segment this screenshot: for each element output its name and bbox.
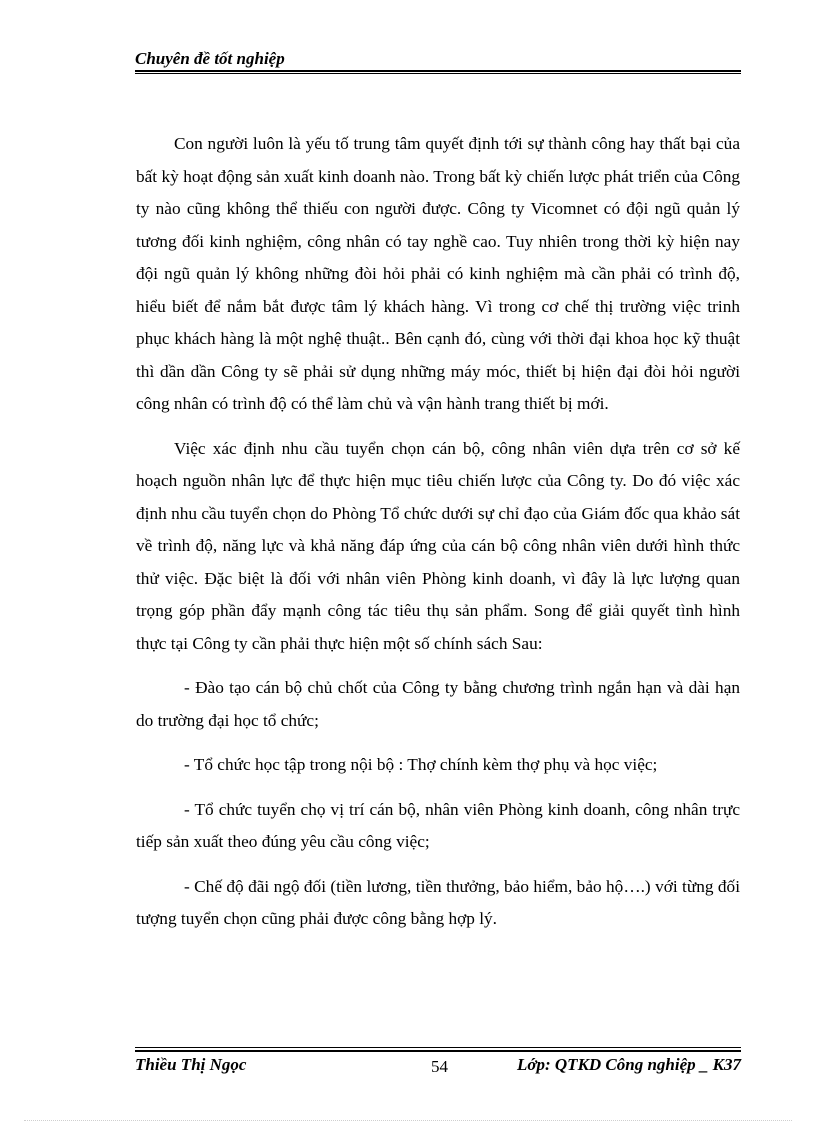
page-footer	[135, 1047, 741, 1077]
paragraph-human-resources: Con người luôn là yếu tố trung tâm quyết định tới sự thành công hay thất bại của bất kỳ hoạt động sản xuất kinh doanh nào. Trong bất kỳ chiến lược phát triển của Công ty nào cũng không thể thiếu con người được. Công ty Vicomnet có đội ngũ quản lý tương đối kinh nghiệm, công nhân có tay nghề cao. Tuy nhiên trong thời kỳ hiện nay đội ngũ quản lý không những đòi hỏi phải có kinh nghiệm mà cần phải có trình độ, hiểu biết để nắm bắt được tâm lý khách hàng. Vì trong cơ chế thị trường việc trinh phục khách hàng là một nghệ thuật.. Bên cạnh đó, cùng với thời đại khoa học kỹ thuật thì dần dần Công ty sẽ phải sử dụng những máy móc, thiết bị hiện đại đòi hỏi người công nhân có trình độ có thể làm chủ và vận hành trang thiết bị mới.	[136, 134, 740, 413]
page-header	[135, 48, 741, 74]
header-rule	[135, 70, 741, 72]
page-bottom-divider	[24, 1120, 792, 1121]
body-content	[136, 128, 740, 948]
header-rule-secondary	[135, 73, 741, 74]
bullet-internal-learning: - Tổ chức học tập trong nội bộ : Thợ chính kèm thợ phụ và học việc;	[184, 755, 658, 774]
footer-author: Thiều Thị Ngọc	[135, 1055, 247, 1074]
page-number: 54	[431, 1057, 448, 1076]
bullet-recruitment: - Tổ chức tuyển chọ vị trí cán bộ, nhân viên Phòng kinh doanh, công nhân trực tiếp sản xuất theo đúng yêu cầu công việc;	[136, 799, 740, 851]
footer-rule-secondary	[135, 1050, 741, 1052]
header-title: Chuyên đề tốt nghiệp	[135, 49, 285, 68]
bullet-training: - Đào tạo cán bộ chủ chốt của Công ty bằng chương trình ngắn hạn và dài hạn do trường đại học tổ chức;	[136, 678, 740, 730]
bullet-compensation: - Chế độ đãi ngộ đối (tiền lương, tiền thưởng, bảo hiểm, bảo hộ….) với từng đối tượng tuyển chọn cũng phải được công bằng hợp lý.	[136, 876, 740, 928]
footer-class-label: Lớp: QTKD Công nghiệp _ K37	[516, 1055, 741, 1074]
footer-rule	[135, 1047, 741, 1048]
paragraph-recruitment-needs: Việc xác định nhu cầu tuyển chọn cán bộ, công nhân viên dựa trên cơ sở kế hoạch nguồn nhân lực để thực hiện mục tiêu chiến lược của Công ty. Do đó việc xác định nhu cầu tuyển chọn do Phòng Tổ chức dưới sự chỉ đạo của Giám đốc qua khảo sát về trình độ, năng lực và khả năng đáp ứng của cán bộ công nhân viên dưới hình thức thử việc. Đặc biệt là đối với nhân viên Phòng kinh doanh, vì đây là lực lượng quan trọng góp phần đẩy mạnh công tác tiêu thụ sản phẩm. Song để giải quyết tình hình thực tại Công ty cần phải thực hiện một số chính sách Sau:	[136, 438, 740, 653]
